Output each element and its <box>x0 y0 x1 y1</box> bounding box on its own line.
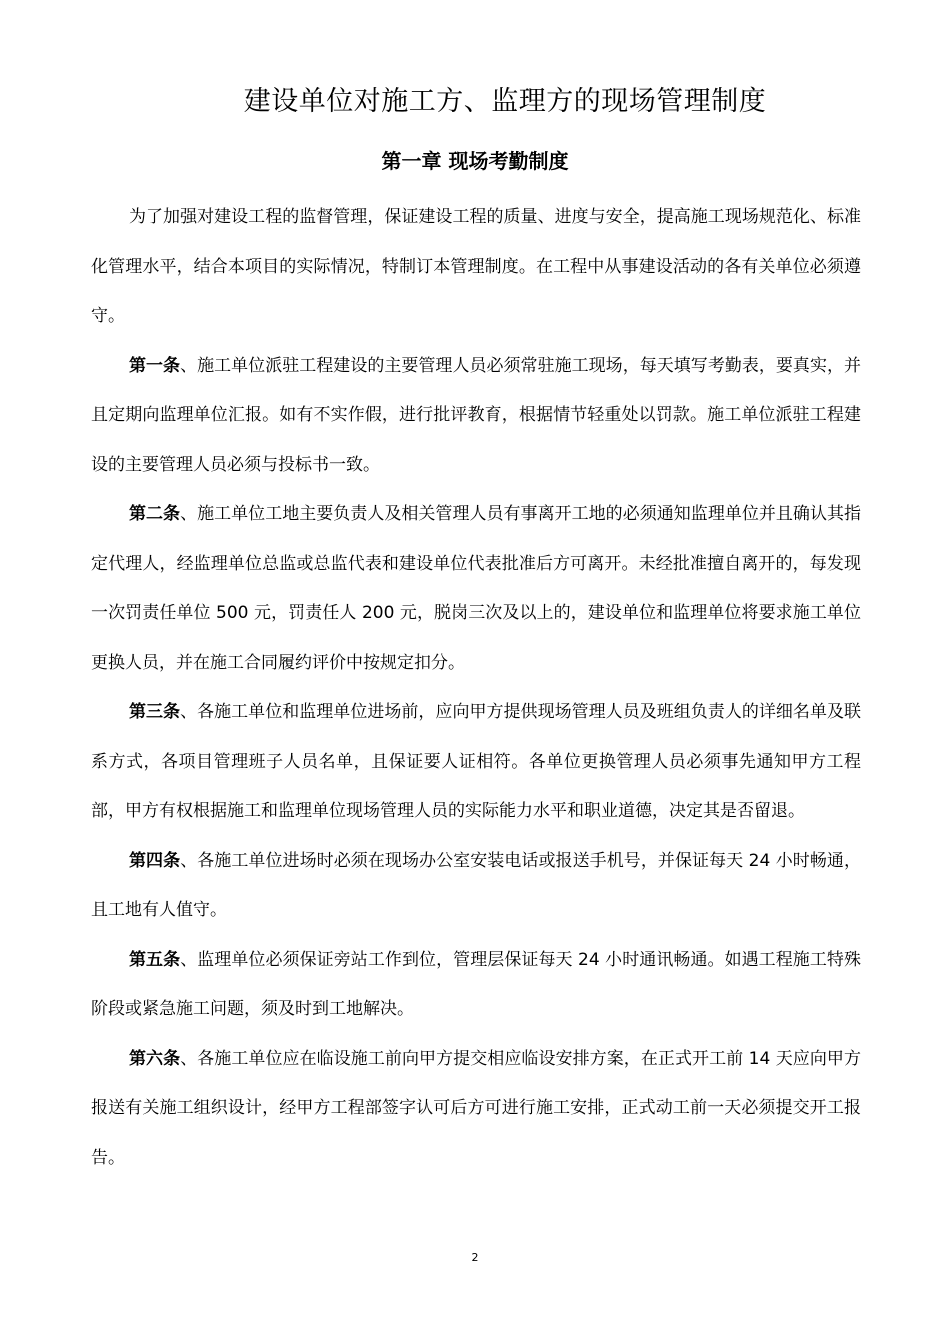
article-4-text: 、各施工单位进场时必须在现场办公室安装电话或报送手机号，并保证每天 24 小时畅通，且工地有人值守。 <box>91 850 861 920</box>
article-4-label: 第四条 <box>129 850 181 871</box>
article-6-paragraph <box>91 1035 861 1184</box>
article-1-label: 第一条 <box>129 355 181 376</box>
article-5-paragraph <box>91 936 861 1035</box>
article-1-text: 、施工单位派驻工程建设的主要管理人员必须常驻施工现场，每天填写考勤表，要真实，并且定期向监理单位汇报。如有不实作假，进行批评教育，根据情节轻重处以罚款。施工单位派驻工程建设的主要管理人员必须与投标书一致。 <box>91 355 862 475</box>
document-title: 建设单位对施工方、监理方的现场管理制度 <box>243 86 767 117</box>
article-2-text: 、施工单位工地主要负责人及相关管理人员有事离开工地的必须通知监理单位并且确认其指定代理人，经监理单位总监或总监代表和建设单位代表批准后方可离开。未经批准擅自离开的，每发现一次罚责任单位 500 元，罚责任人 200 元，脱岗三次及以上的，建设单位和监理单位将要求施工单位更换人员，并在施工合同履约评价中按规定扣分。 <box>91 504 862 673</box>
article-5-text: 、监理单位必须保证旁站工作到位，管理层保证每天 24 小时通讯畅通。如遇工程施工特殊阶段或紧急施工问题，须及时到工地解决。 <box>91 949 861 1019</box>
article-2-label: 第二条 <box>129 504 181 524</box>
article-6-text: 、各施工单位应在临设施工前向甲方提交相应临设安排方案，在正式开工前 14 天应向甲方报送有关施工组织设计，经甲方工程部签字认可后方可进行施工安排，正式动工前一天必须提交开工报告。 <box>91 1048 861 1168</box>
article-3-paragraph <box>91 688 861 837</box>
article-5-label: 第五条 <box>129 949 181 970</box>
intro-paragraph: 为了加强对建设工程的监督管理，保证建设工程的质量、进度与安全，提高施工现场规范化、标准化管理水平，结合本项目的实际情况，特制订本管理制度。在工程中从事建设活动的各有关单位必须遵守。 <box>91 207 861 326</box>
chapter-title: 第一章 现场考勤制度 <box>381 149 569 173</box>
article-1-paragraph <box>91 342 861 491</box>
document-body <box>91 193 861 1183</box>
article-6-label: 第六条 <box>129 1048 181 1069</box>
article-3-label: 第三条 <box>129 702 181 722</box>
page-number: 2 <box>471 1251 479 1264</box>
article-3-text: 、各施工单位和监理单位进场前，应向甲方提供现场管理人员及班组负责人的详细名单及联系方式，各项目管理班子人员名单，且保证要人证相符。各单位更换管理人员必须事先通知甲方工程部，甲方有权根据施工和监理单位现场管理人员的实际能力水平和职业道德，决定其是否留退。 <box>91 702 862 821</box>
article-2-paragraph <box>91 490 861 688</box>
article-4-paragraph <box>91 837 861 936</box>
